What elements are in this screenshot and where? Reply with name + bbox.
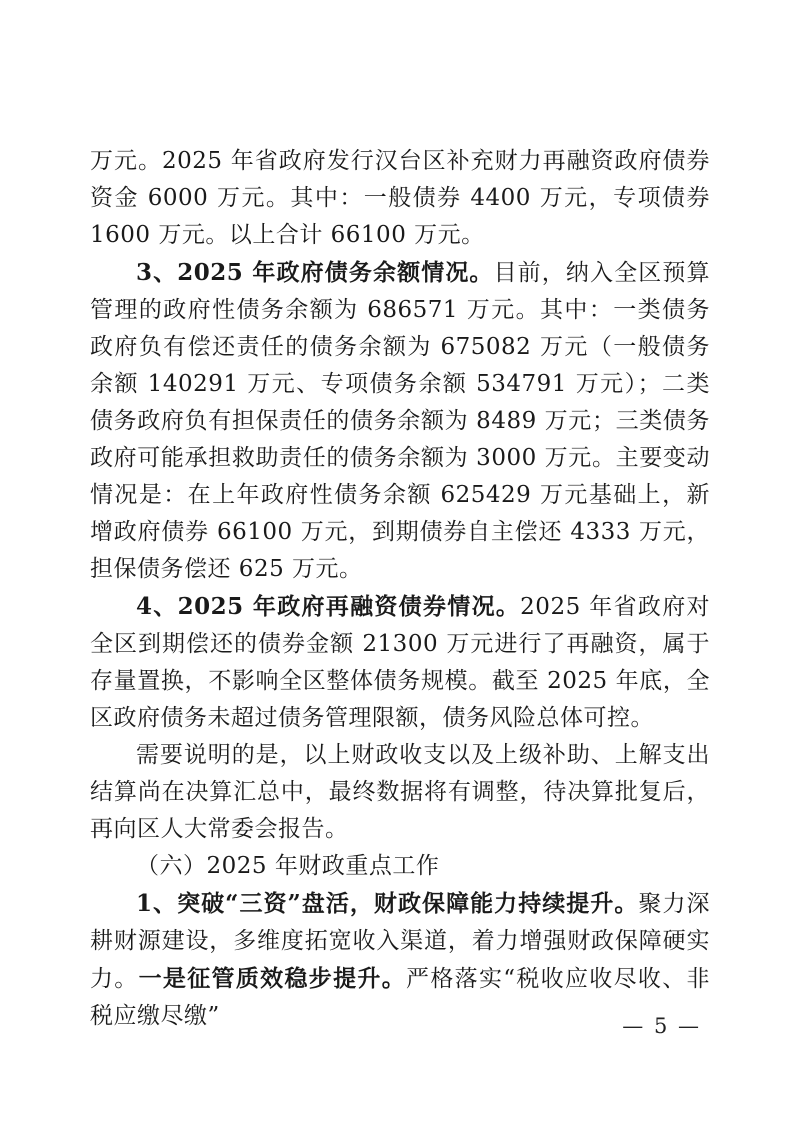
paragraph-section-six-heading	[90, 848, 710, 885]
heading-run-refinancing-bonds: 4、2025 年政府再融资债券情况。	[136, 593, 521, 620]
text-run: 2025 年省政府对全区到期偿还的债券金额 21300 万元进行了再融资，属于存量置换，不影响全区整体债务规模。截至 2025 年底，全区政府债务未超过债务管理限额，债务风险总体可控。	[90, 594, 710, 731]
paragraph-debt-balance	[90, 254, 710, 588]
text-run: 万元。2025 年省政府发行汉台区补充财力再融资政府债券资金 6000 万元。其中：一般债券 4400 万元，专项债券 1600 万元。以上合计 66100 万元。	[90, 148, 710, 248]
heading-run-key-work-1: 1、突破“三资”盘活，财政保障能力持续提升。	[136, 890, 639, 917]
text-run: 严格落实“税收应收尽收、非税应缴尽缴”	[90, 966, 711, 1029]
paragraph-refinancing-bonds	[90, 588, 710, 737]
heading-run-collection-quality: 一是征管质效稳步提升。	[138, 965, 407, 992]
document-body	[90, 143, 710, 1035]
heading-run-debt-balance: 3、2025 年政府债务余额情况。	[136, 259, 494, 286]
page-number: — 5 —	[622, 1014, 701, 1038]
paragraph-debt-issue-continuation	[90, 143, 710, 254]
text-run: （六）2025 年财政重点工作	[136, 853, 440, 879]
text-run: 需要说明的是，以上财政收支以及上级补助、上解支出结算尚在决算汇总中，最终数据将有调整，待决算批复后，再向区人大常委会报告。	[90, 742, 710, 842]
paragraph-key-work-item-1	[90, 885, 710, 1035]
paragraph-settlement-note	[90, 737, 710, 848]
text-run: 聚力深耕财源建设，多维度拓宽收入渠道，着力增强财政保障硬实力。	[90, 891, 711, 992]
text-run: 目前，纳入全区预算管理的政府性债务余额为 686571 万元。其中：一类债务政府负有偿还责任的债务余额为 675082 万元（一般债务余额 140291 万元、专项债务余额 534791 万元）；二类债务政府负有担保责任的债务余额为 8489 万元；三类债务政府可能承担救助责任的债务余额为 3000 万元。主要变动情况是：在上年政府性债务余额 625429 万元基础上，新增政府债券 66100 万元，到期债券自主偿还 4333 万元，担保债务偿还 625 万元。	[90, 260, 711, 582]
